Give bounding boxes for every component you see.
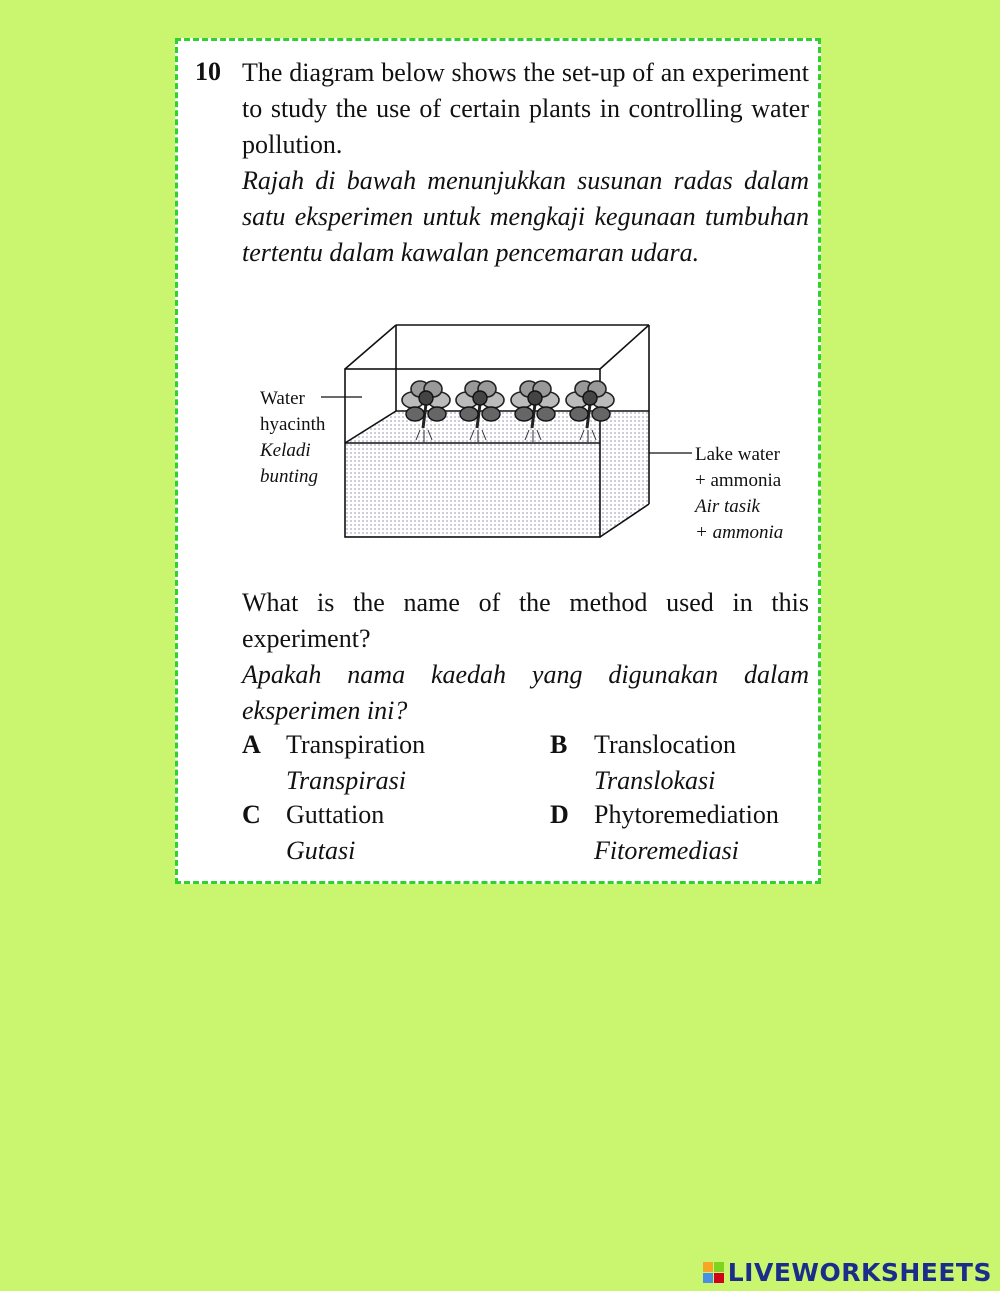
liveworksheets-logo-icon	[703, 1262, 724, 1283]
option-d-translation: Fitoremediasi	[594, 836, 739, 865]
question-intro-english: The diagram below shows the set-up of an experiment to study the use of certain plants in controlling water pollution.	[242, 58, 809, 159]
water-body	[345, 443, 600, 537]
question-prompt-english: What is the name of the method used in this experiment?	[242, 588, 809, 653]
option-c-letter: C	[242, 800, 261, 829]
liveworksheets-brand[interactable]	[703, 1258, 992, 1287]
option-b-letter: B	[550, 730, 568, 759]
option-a-text: Transpiration	[286, 730, 426, 759]
experiment-diagram	[238, 316, 818, 546]
plant-label	[260, 386, 325, 490]
water-label-malay-line-2: + ammonia	[695, 522, 784, 543]
option-c-text: Guttation	[286, 800, 385, 829]
plant-label-malay-line-2: bunting	[260, 466, 319, 487]
plant-label-malay-line-1: Keladi	[260, 440, 311, 461]
option-a-translation: Transpirasi	[286, 766, 406, 795]
option-b-text: Translocation	[594, 730, 737, 759]
option-a-letter: A	[242, 730, 261, 759]
plant-label-english-line-2: hyacinth	[260, 414, 326, 435]
water-label-english-line-1: Lake water	[695, 444, 780, 465]
water-label	[695, 442, 783, 546]
question-prompt-malay: Apakah nama kaedah yang digunakan dalam eksperimen ini?	[242, 660, 809, 725]
water-label-malay-line-1: Air tasik	[695, 496, 760, 517]
option-b-translation: Translokasi	[594, 766, 716, 795]
plant-label-english-line-1: Water	[260, 388, 305, 409]
option-d-letter: D	[550, 800, 569, 829]
question-number: 10	[195, 57, 221, 86]
option-d-text: Phytoremediation	[594, 800, 779, 829]
brand-name: LIVEWORKSHEETS	[727, 1258, 992, 1287]
option-c-translation: Gutasi	[286, 836, 356, 865]
question-card	[175, 38, 821, 884]
question-intro-malay: Rajah di bawah menunjukkan susunan radas dalam satu eksperimen untuk mengkaji kegunaan tumbuhan tertentu dalam kawalan pencemaran udara.	[242, 166, 809, 267]
water-label-english-line-2: + ammonia	[695, 470, 782, 491]
